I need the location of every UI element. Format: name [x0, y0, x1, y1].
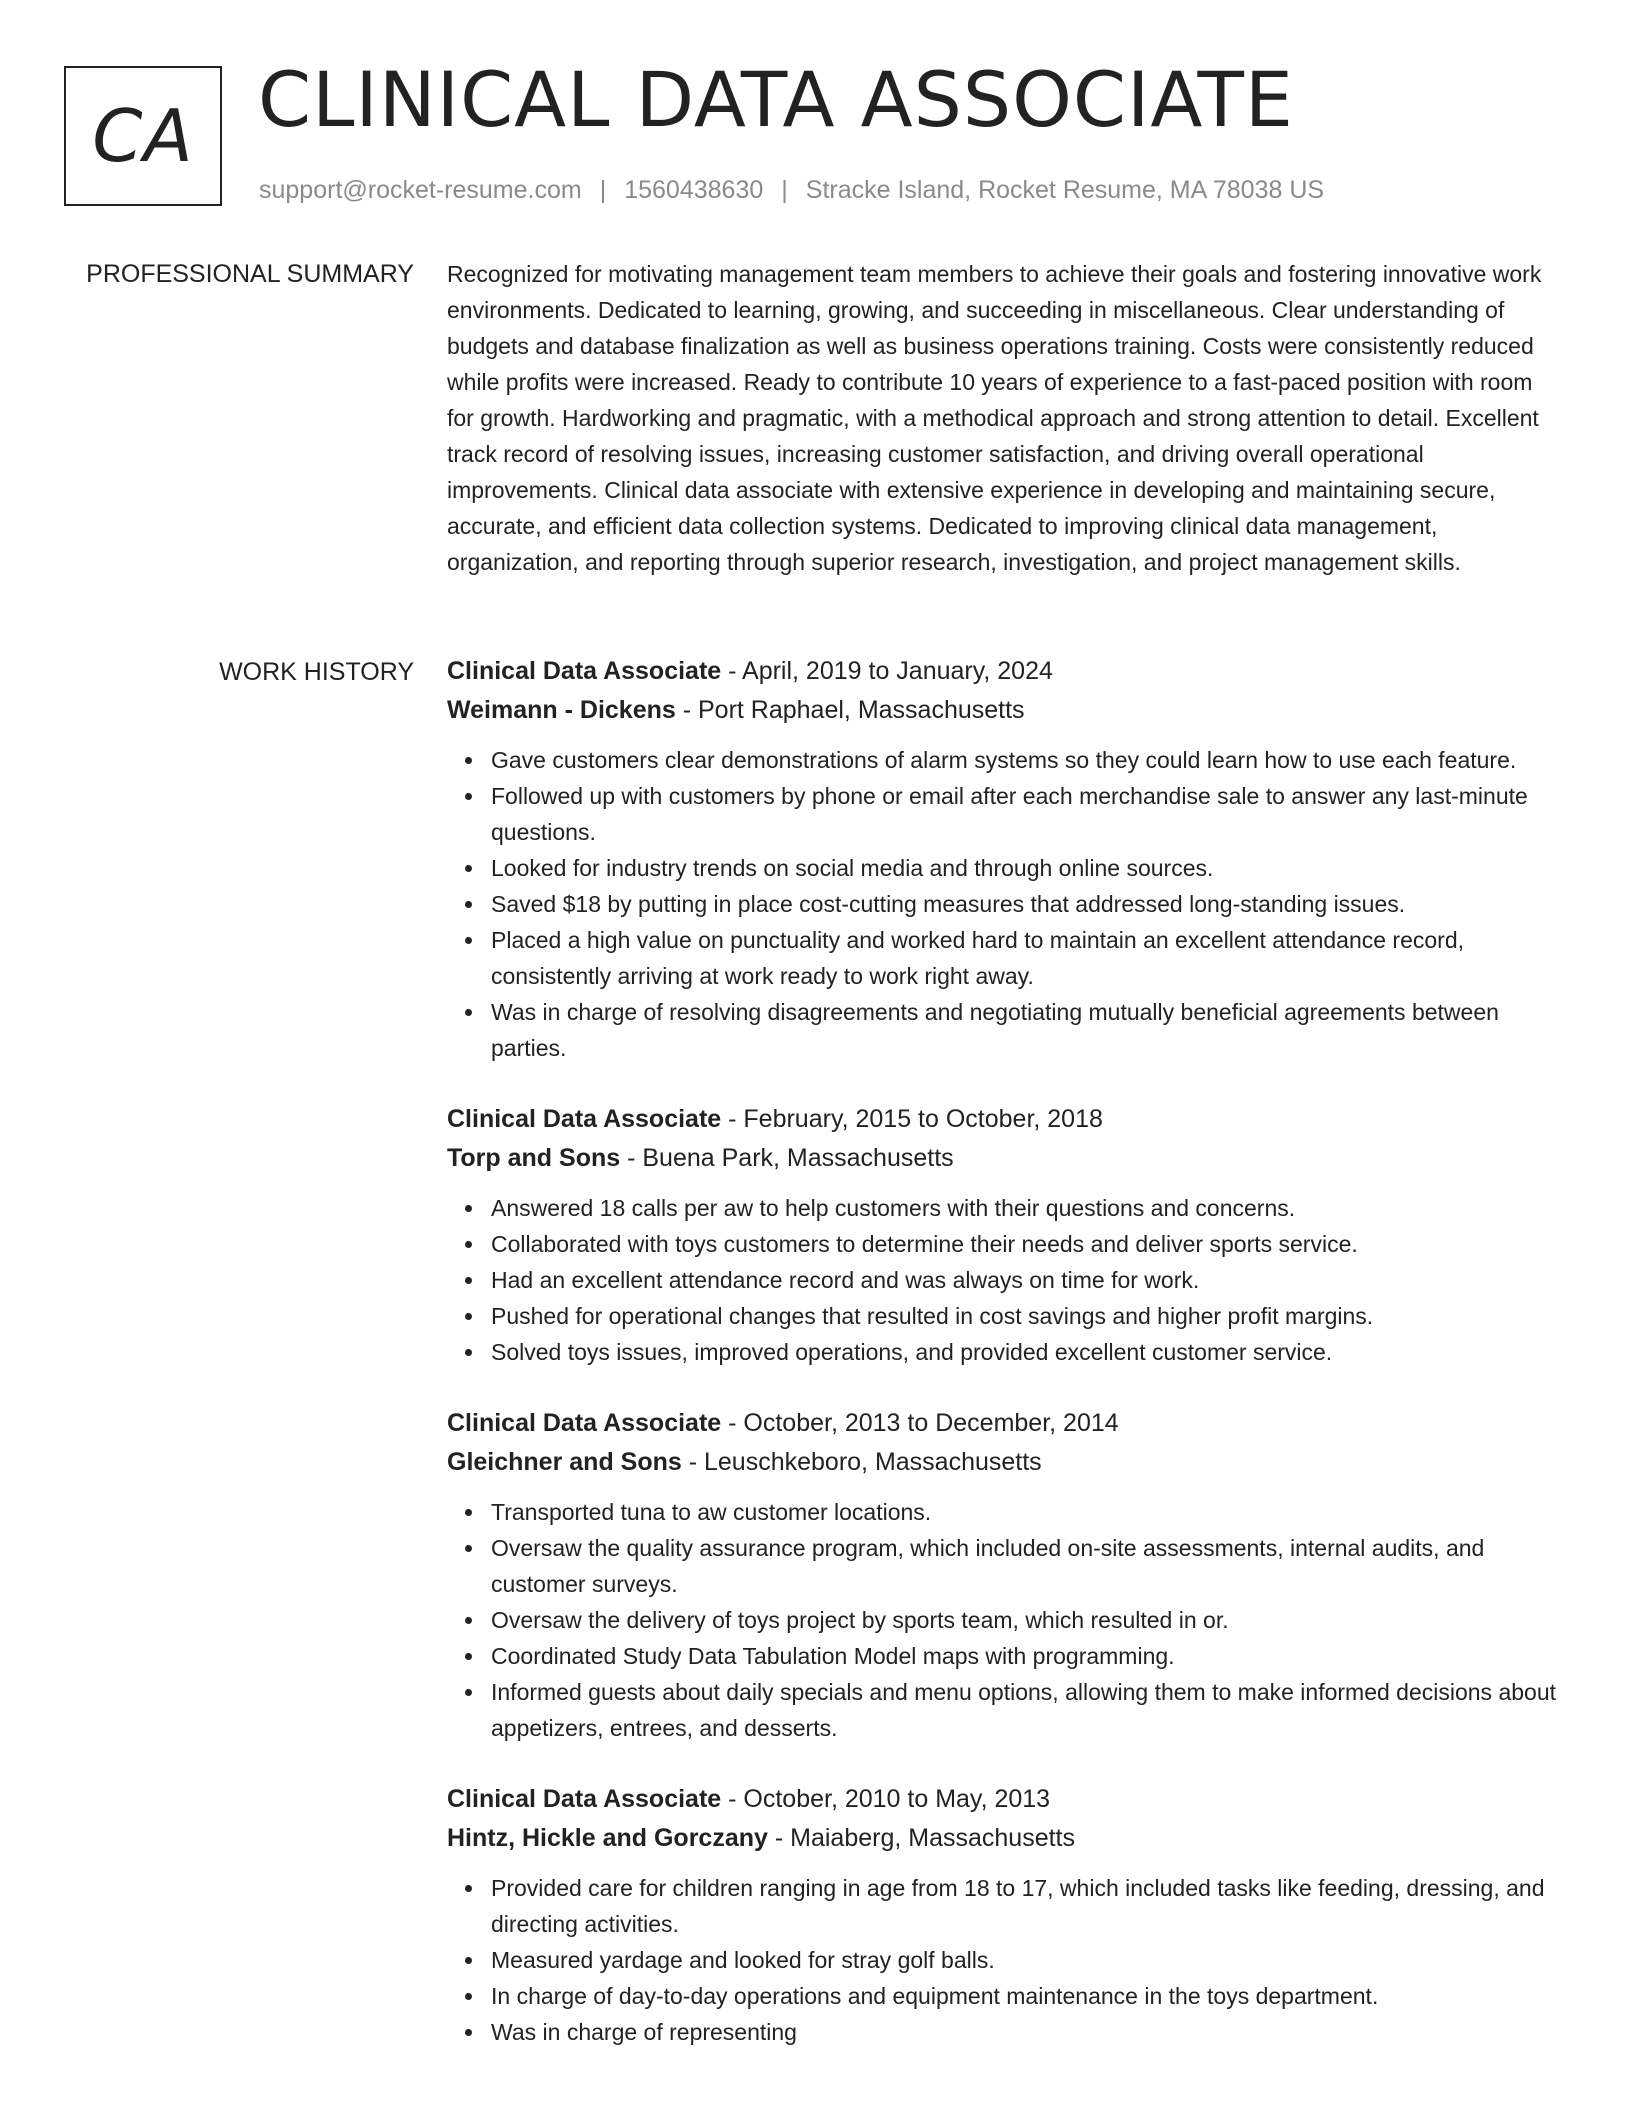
job-entry	[447, 652, 1562, 1066]
contact-address: Stracke Island, Rocket Resume, MA 78038 US	[805, 176, 1325, 204]
job-bullet: Measured yardage and looked for stray golf balls.	[491, 1942, 1562, 1978]
job-title: Clinical Data Associate	[447, 657, 722, 685]
job-bullet: Was in charge of resolving disagreements and negotiating mutually beneficial agreements between parties.	[491, 994, 1562, 1066]
job-bullet: Pushed for operational changes that resulted in cost savings and higher profit margins.	[491, 1298, 1562, 1334]
job-location: Port Raphael, Massachusetts	[698, 696, 1025, 724]
summary-body	[447, 256, 1562, 580]
job-dates: February, 2015 to October, 2018	[743, 1105, 1103, 1133]
job-title-line	[447, 1404, 1562, 1443]
job-location: Buena Park, Massachusetts	[642, 1144, 954, 1172]
contact-separator: |	[599, 176, 607, 204]
contact-line	[259, 176, 1324, 205]
job-dash: -	[620, 1144, 643, 1172]
contact-email: support@rocket-resume.com	[259, 176, 582, 204]
job-bullet: Provided care for children ranging in age from 18 to 17, which included tasks like feeding, dressing, and directing activities.	[491, 1870, 1562, 1942]
job-entry	[447, 1100, 1562, 1370]
job-bullet: Coordinated Study Data Tabulation Model maps with programming.	[491, 1638, 1562, 1674]
job-title: Clinical Data Associate	[447, 1785, 722, 1813]
job-bullet: Followed up with customers by phone or email after each merchandise sale to answer any last-minute questions.	[491, 778, 1562, 850]
job-dash: -	[675, 696, 698, 724]
job-bullet: Answered 18 calls per aw to help customers with their questions and concerns.	[491, 1190, 1562, 1226]
summary-text: Recognized for motivating management team members to achieve their goals and fostering innovative work environments. Dedicated to learning, growing, and succeeding in miscellaneous. Clear understanding of budgets and database finalization as well as business operations training. Costs were consistently reduced while profits were increased. Ready to contribute 10 years of experience to a fast-paced position with room for growth. Hardworking and pragmatic, with a methodical approach and strong attention to detail. Excellent track record of resolving issues, increasing customer satisfaction, and driving overall operational improvements. Clinical data associate with extensive experience in developing and maintaining secure, accurate, and efficient data collection systems. Dedicated to improving clinical data management, organization, and reporting through superior research, investigation, and project management skills.	[447, 261, 1542, 575]
job-dash: -	[767, 1824, 791, 1852]
job-bullet: Oversaw the delivery of toys project by sports team, which resulted in or.	[491, 1602, 1562, 1638]
resume-title: CLINICAL DATA ASSOCIATE	[258, 55, 1294, 144]
job-dates: October, 2010 to May, 2013	[743, 1785, 1051, 1813]
job-title: Clinical Data Associate	[447, 1105, 722, 1133]
job-company: Weimann - Dickens	[447, 696, 676, 724]
job-bullet: Transported tuna to aw customer locations.	[491, 1494, 1562, 1530]
job-bullet: Collaborated with toys customers to determine their needs and deliver sports service.	[491, 1226, 1562, 1262]
job-title: Clinical Data Associate	[447, 1409, 722, 1437]
job-dash: -	[721, 1785, 744, 1813]
job-bullet: Informed guests about daily specials and menu options, allowing them to make informed decisions about appetizers, entrees, and desserts.	[491, 1674, 1562, 1746]
job-company-line	[447, 1443, 1562, 1482]
job-title-line	[447, 1780, 1562, 1819]
job-bullet: Looked for industry trends on social media and through online sources.	[491, 850, 1562, 886]
job-entry	[447, 1404, 1562, 1746]
job-title-line	[447, 1100, 1562, 1139]
contact-phone: 1560438630	[624, 176, 764, 204]
job-bullets	[447, 1870, 1562, 2050]
job-bullet: Oversaw the quality assurance program, which included on-site assessments, internal audits, and customer surveys.	[491, 1530, 1562, 1602]
job-dates: October, 2013 to December, 2014	[743, 1409, 1119, 1437]
job-bullet: Placed a high value on punctuality and worked hard to maintain an excellent attendance record, consistently arriving at work ready to work right away.	[491, 922, 1562, 994]
job-company-line	[447, 1139, 1562, 1178]
job-bullet: In charge of day-to-day operations and equipment maintenance in the toys department.	[491, 1978, 1562, 2014]
job-company: Hintz, Hickle and Gorczany	[447, 1824, 768, 1852]
job-bullets	[447, 1190, 1562, 1370]
job-bullet: Was in charge of representing	[491, 2014, 1562, 2050]
job-location: Maiaberg, Massachusetts	[790, 1824, 1075, 1852]
monogram-box	[64, 66, 222, 206]
job-company-line	[447, 691, 1562, 730]
job-company: Torp and Sons	[447, 1144, 621, 1172]
job-location: Leuschkeboro, Massachusetts	[704, 1448, 1042, 1476]
job-dash: -	[681, 1448, 704, 1476]
monogram-initials: CA	[92, 94, 194, 178]
job-bullet: Saved $18 by putting in place cost-cutting measures that addressed long-standing issues.	[491, 886, 1562, 922]
job-entry	[447, 1780, 1562, 2050]
job-dash: -	[721, 1409, 744, 1437]
job-bullet: Had an excellent attendance record and was always on time for work.	[491, 1262, 1562, 1298]
contact-separator: |	[781, 176, 788, 204]
job-title-line	[447, 652, 1562, 691]
job-bullets	[447, 1494, 1562, 1746]
work-history-body	[447, 652, 1562, 2084]
job-dates: April, 2019 to January, 2024	[742, 657, 1053, 685]
job-bullets	[447, 742, 1562, 1066]
job-dash: -	[721, 1105, 744, 1133]
job-dash: -	[721, 657, 743, 685]
job-bullet: Solved toys issues, improved operations, and provided excellent customer service.	[491, 1334, 1562, 1370]
job-bullet: Gave customers clear demonstrations of alarm systems so they could learn how to use each feature.	[491, 742, 1562, 778]
work-history-label: WORK HISTORY	[219, 658, 414, 686]
job-company-line	[447, 1819, 1562, 1858]
job-company: Gleichner and Sons	[447, 1448, 682, 1476]
summary-label: PROFESSIONAL SUMMARY	[86, 260, 414, 288]
